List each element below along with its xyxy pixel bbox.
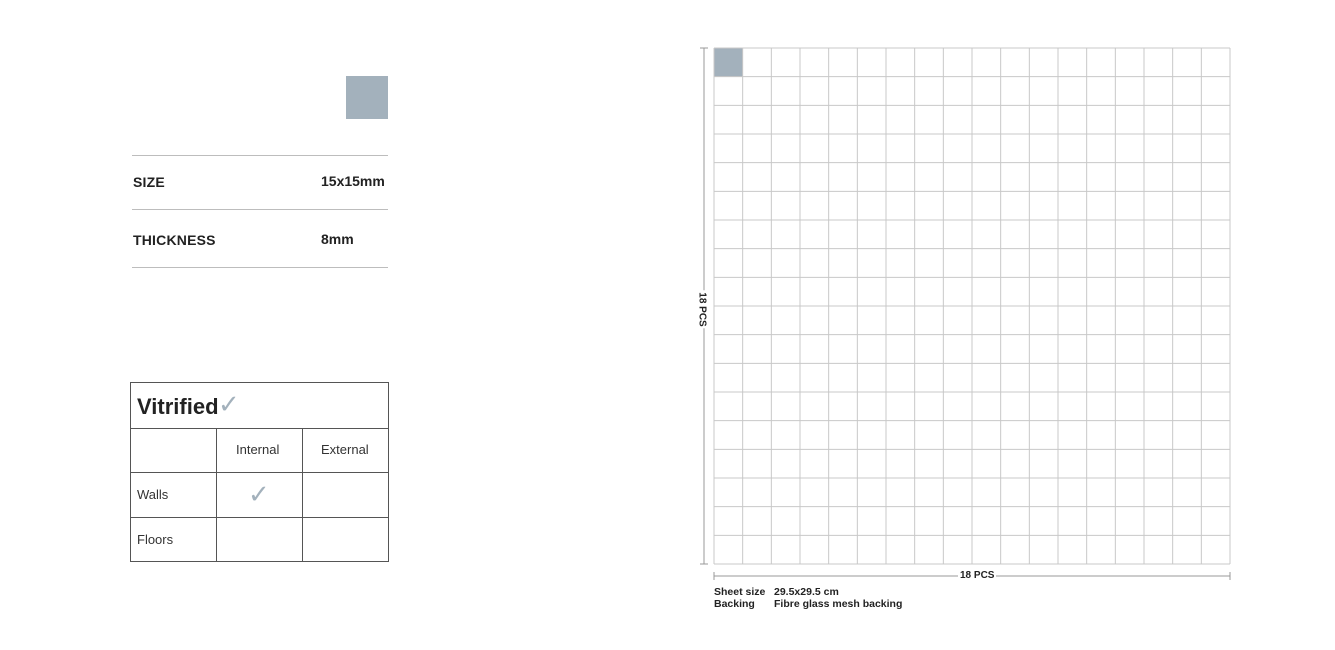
backing-label: Backing [714,598,755,610]
backing-value: Fibre glass mesh backing [774,598,903,610]
size-value: 15x15mm [321,173,385,189]
horizontal-pieces-label: 18 PCS [960,570,995,581]
sheet-size-value: 29.5x29.5 cm [774,586,839,598]
sheet-size-label: Sheet size [714,586,766,598]
highlighted-tile [714,48,743,77]
row-label-walls: Walls [137,487,169,502]
vertical-pieces-label: 18 PCS [696,292,708,327]
checkmark-icon: ✓ [248,479,270,509]
size-label: SIZE [133,174,165,190]
thickness-value: 8mm [321,231,354,247]
checkmark-icon: ✓ [218,389,240,419]
usage-table-title: Vitrified [137,394,219,419]
column-header-internal: Internal [236,442,280,457]
column-header-external: External [321,442,369,457]
row-label-floors: Floors [137,532,174,547]
thickness-label: THICKNESS [133,232,216,248]
